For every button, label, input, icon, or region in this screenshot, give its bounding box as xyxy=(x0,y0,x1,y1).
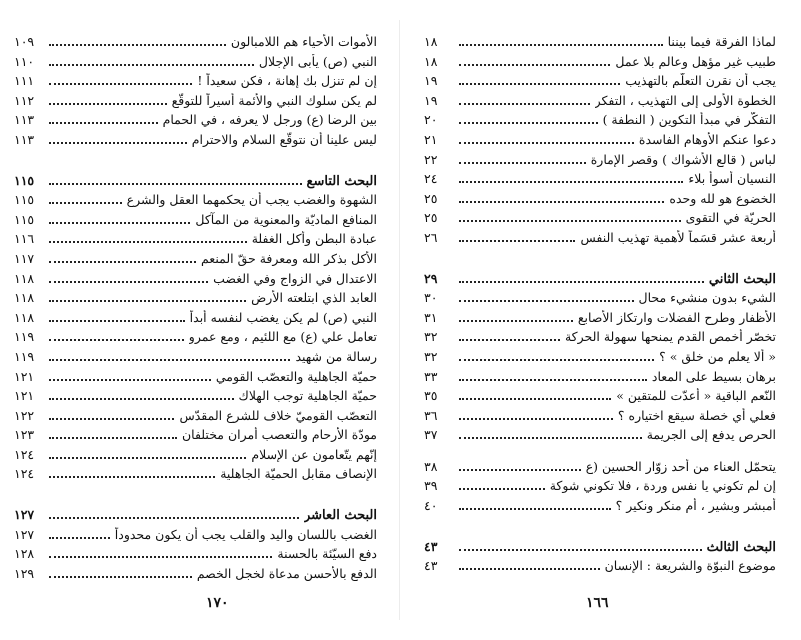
toc-entry-page: ٣٢ xyxy=(424,348,438,364)
dot-leader xyxy=(459,300,634,302)
section-heading xyxy=(14,507,377,527)
toc-entry-title: يجب أن نقرن التعلّم بالتهذيب xyxy=(625,73,776,89)
toc-entry-title: دعوا عنكم الأوهام الفاسدة xyxy=(638,131,776,147)
toc-entry xyxy=(14,447,377,467)
toc-entry-title: إن لم تكوني يا نفس وردة ، فلا تكوني شوكة xyxy=(549,478,776,494)
toc-entry xyxy=(14,192,377,212)
dot-leader xyxy=(459,339,560,341)
dot-leader xyxy=(459,201,664,203)
toc-entry xyxy=(424,329,776,349)
section-heading xyxy=(424,271,776,291)
toc-entry-title: الأموات الأحياء هم اللامبالون xyxy=(230,34,377,49)
toc-entry-title: الحرص يدفع إلى الجريمة xyxy=(646,427,776,443)
toc-entry-page: ٢٤ xyxy=(424,171,438,187)
toc-entry-title: حميّة الجاهلية توجب الهلاك xyxy=(238,388,377,404)
toc-entry-page: ١١٩ xyxy=(14,329,35,345)
dot-leader xyxy=(459,437,642,439)
toc-entry xyxy=(14,466,377,486)
toc-entry-page: ٣٩ xyxy=(424,478,438,494)
toc-entry-page: ١٢٩ xyxy=(14,565,35,581)
toc-entry xyxy=(424,290,776,310)
toc-entry-title: بين الرضا (ع) ورجل لا يعرفه ، في الحمام xyxy=(162,112,377,128)
section-heading xyxy=(424,539,776,559)
toc-entry-title: التفكّر في مبدأ التكوين ( النطفة ) xyxy=(602,112,776,128)
dot-leader xyxy=(459,240,575,242)
dot-leader xyxy=(459,281,704,283)
dot-leader xyxy=(49,320,185,322)
toc-entry-page: ٣٦ xyxy=(424,407,438,423)
toc-entry xyxy=(14,132,377,152)
dot-leader xyxy=(459,44,663,46)
section-gap xyxy=(14,152,377,173)
dot-leader xyxy=(459,103,590,105)
toc-entry xyxy=(424,369,776,389)
toc-entry-title: النسيان أسوأ بلاء xyxy=(688,171,776,187)
toc-entry-page: ١١٥ xyxy=(14,211,35,227)
dot-leader xyxy=(459,469,581,471)
page-number-right: ١٦٦ xyxy=(586,595,609,611)
toc-entry xyxy=(14,408,377,428)
dot-leader xyxy=(49,576,192,578)
dot-leader xyxy=(49,437,177,439)
dot-leader xyxy=(49,457,246,459)
dot-leader xyxy=(459,181,683,183)
toc-entry-title: موضوع النبوّة والشريعة : الإنسان xyxy=(604,558,776,574)
section-heading-title: البحث العاشر xyxy=(303,508,377,524)
toc-entry xyxy=(424,73,776,93)
toc-entry xyxy=(14,251,377,271)
dot-leader xyxy=(459,508,611,510)
toc-entry xyxy=(424,427,776,447)
toc-entry-title: الدفع بالأحسن مدعاة لخجل الخصم xyxy=(196,565,377,581)
dot-leader xyxy=(49,222,190,224)
right-page xyxy=(400,0,801,640)
toc-entry-title: إنّهم يتّعامون عن الإسلام xyxy=(251,446,377,462)
toc-entry-page: ١١١ xyxy=(14,73,35,89)
toc-entry-title: الأظفار وطرح الفضلات وارتكاز الأصابع xyxy=(577,309,776,325)
toc-entry-title: لماذا الفرقة فيما بيننا xyxy=(667,34,776,49)
toc-entry-title: الحريّة في التقوى xyxy=(685,210,776,226)
dot-leader xyxy=(459,379,647,381)
toc-entry-page: ١٨ xyxy=(424,53,438,69)
toc-entry-page: ١٩ xyxy=(424,73,438,89)
toc-entry-title: إن لم تنزل بك إهانة ، فكن سعيداً ! xyxy=(197,73,377,89)
dot-leader xyxy=(49,44,226,46)
toc-entry-title: لباس ( قالع الأشواك ) وقصر الإمارة xyxy=(590,151,776,167)
toc-entry xyxy=(424,408,776,428)
toc-entry-page: ١٢١ xyxy=(14,388,35,404)
dot-leader xyxy=(49,398,234,400)
toc-entry-page: ١٢٨ xyxy=(14,546,35,562)
left-page xyxy=(0,0,400,640)
toc-entry-page: ١١٢ xyxy=(14,92,35,108)
dot-leader xyxy=(49,103,167,105)
toc-entry xyxy=(14,290,377,310)
toc-entry xyxy=(424,459,776,479)
toc-entry-page: ١١٣ xyxy=(14,131,35,147)
toc-entry xyxy=(424,210,776,230)
toc-entry-page: ٣١ xyxy=(424,309,438,325)
section-gap xyxy=(424,518,776,539)
dot-leader xyxy=(49,339,184,341)
dot-leader xyxy=(459,320,573,322)
dot-leader xyxy=(49,64,254,66)
toc-entry-page: ٣٧ xyxy=(424,427,438,443)
toc-entry-title: تعامل علي (ع) مع اللئيم ، ومع عمرو xyxy=(188,329,377,345)
dot-leader xyxy=(49,122,158,124)
toc-entry xyxy=(14,54,377,74)
toc-entry-title: برهان بسيط على المعاد xyxy=(651,368,776,384)
toc-entry-title: يتحمّل العناء من أحد زوّار الحسين (ع xyxy=(585,458,776,474)
dot-leader xyxy=(49,537,110,539)
toc-entry-page: ١١٨ xyxy=(14,290,35,306)
toc-entry-title: الخطوة الأولى إلى التهذيب ، التفكر xyxy=(594,92,776,108)
toc-entry-page: ٣٥ xyxy=(424,388,438,404)
toc-entry xyxy=(14,388,377,408)
toc-entry-title: مودّة الأرحام والتعصب أمران مختلفان xyxy=(181,427,377,443)
toc-entry xyxy=(424,93,776,113)
dot-leader xyxy=(49,359,290,361)
toc-entry-page: ٢٠ xyxy=(424,112,438,128)
toc-entry xyxy=(424,349,776,369)
toc-entry xyxy=(14,73,377,93)
toc-entry-page: ٢٩ xyxy=(424,270,438,286)
toc-entry-page: ٢٢ xyxy=(424,151,438,167)
toc-entry xyxy=(424,112,776,132)
toc-entry-title: دفع السيّئة بالحسنة xyxy=(277,546,377,562)
toc-entry xyxy=(424,558,776,578)
toc-entry-page: ٢٥ xyxy=(424,190,438,206)
toc-entry xyxy=(424,498,776,518)
toc-entry-page: ٤٣ xyxy=(424,558,438,574)
dot-leader xyxy=(49,202,122,204)
toc-entry-page: ٢٥ xyxy=(424,210,438,226)
toc-entry-title: ليس علينا أن نتوقّع السلام والاحترام xyxy=(191,131,377,147)
toc-entry-page: ٢١ xyxy=(424,131,438,147)
dot-leader xyxy=(459,122,598,124)
toc-entry-page: ٢٦ xyxy=(424,229,438,245)
toc-entry-page: ١٢٤ xyxy=(14,466,35,482)
toc-entry xyxy=(14,546,377,566)
toc-entry-page: ١٢٣ xyxy=(14,427,35,443)
toc-entry xyxy=(14,527,377,547)
toc-entry-page: ١٨ xyxy=(424,34,438,49)
toc-entry xyxy=(14,212,377,232)
toc-entry-page: ١٩ xyxy=(424,92,438,108)
toc-entry-page: ١١٣ xyxy=(14,112,35,128)
toc-entry xyxy=(14,34,377,54)
toc-entry-page: ١٢٤ xyxy=(14,446,35,462)
dot-leader xyxy=(459,568,600,570)
toc-entry xyxy=(14,349,377,369)
toc-entry-title: الغضب باللسان واليد والقلب يجب أن يكون محدوداً xyxy=(114,526,377,542)
toc-entry-page: ١١٠ xyxy=(14,53,35,69)
section-heading-title: البحث الثالث xyxy=(706,539,776,555)
toc-entry-page: ٣٢ xyxy=(424,329,438,345)
dot-leader xyxy=(49,241,247,243)
toc-entry-page: ١١٨ xyxy=(14,309,35,325)
toc-entry-title: النّعم الباقية « أعدّت للمتقين » xyxy=(616,388,776,404)
toc-entry-page: ٤٣ xyxy=(424,538,438,554)
toc-entry xyxy=(424,230,776,250)
section-heading-title: البحث التاسع xyxy=(306,173,377,189)
toc-entry-page: ١١٥ xyxy=(14,192,35,208)
toc-entry xyxy=(424,54,776,74)
toc-entry-title: الإنصاف مقابل الحميّة الجاهلية xyxy=(220,466,377,482)
toc-entry xyxy=(14,271,377,291)
dot-leader xyxy=(459,359,654,361)
toc-entry-page: ١٢٧ xyxy=(14,507,35,523)
dot-leader xyxy=(459,549,702,551)
toc-entry-page: ١١٥ xyxy=(14,172,35,188)
toc-entry xyxy=(14,93,377,113)
dot-leader xyxy=(49,300,246,302)
toc-entry-page: ١١٦ xyxy=(14,231,35,247)
dot-leader xyxy=(49,142,187,144)
toc-entry-page: ٣٣ xyxy=(424,368,438,384)
dot-leader xyxy=(459,418,613,420)
toc-entry-title: النبي (ص) لم يكن يغضب لنفسه أبداً xyxy=(189,309,377,325)
dot-leader xyxy=(49,476,215,478)
section-heading-title: البحث الثاني xyxy=(708,271,776,287)
toc-entry xyxy=(14,310,377,330)
toc-entry-title: الخضوع هو لله وحده xyxy=(669,190,776,206)
toc-entry-page: ٣٠ xyxy=(424,290,438,306)
toc-entry xyxy=(424,132,776,152)
toc-entry-page: ١٢٧ xyxy=(14,526,35,542)
toc-entry xyxy=(14,566,377,586)
toc-entry-title: أربعة عشر قسَماً لأهمية تهذيب النفس xyxy=(580,229,776,245)
section-heading xyxy=(14,173,377,193)
dot-leader xyxy=(459,162,586,164)
page-number-left: ١٧٠ xyxy=(206,595,229,611)
toc-entry-title: حميّة الجاهلية والتعصّب القومي xyxy=(215,368,377,384)
toc-entry-page: ٤٠ xyxy=(424,498,438,514)
toc-entry xyxy=(424,34,776,54)
toc-entry xyxy=(424,388,776,408)
toc-entry-page: ١٠٩ xyxy=(14,34,35,49)
dot-leader xyxy=(459,142,634,144)
dot-leader xyxy=(459,220,681,222)
toc-entry-title: الأكل بذكر الله ومعرفة حقّ المنعم xyxy=(200,250,377,266)
toc-entry-title: طبيب غير مؤهل وعالم بلا عمل xyxy=(615,53,776,69)
toc-entry-title: التعصّب القوميّ خلاف للشرع المقدّس xyxy=(179,407,377,423)
toc-entry-title: « ألا يعلم من خلق » ؟ xyxy=(659,348,776,364)
dot-leader xyxy=(49,83,192,85)
toc-entry-title: النبي (ص) يأبى الإجلال xyxy=(258,53,377,69)
toc-entry-page: ١٢١ xyxy=(14,368,35,384)
dot-leader xyxy=(49,261,196,263)
toc-entry xyxy=(424,191,776,211)
dot-leader xyxy=(49,556,272,558)
toc-entry-title: تخصّر أخمص القدم يمنحها سهولة الحركة xyxy=(564,329,776,345)
toc-entry-title: المنافع الماديّة والمعنوية من المآكل xyxy=(195,211,377,227)
toc-entry xyxy=(14,427,377,447)
dot-leader xyxy=(49,183,302,185)
toc-entry-title: الاعتدال في الزواج وفي الغضب xyxy=(213,270,377,286)
toc-list-right xyxy=(424,34,776,578)
toc-list-left xyxy=(14,34,377,585)
toc-entry-title: الشهوة والغضب يجب أن يحكمهما العقل والشرع xyxy=(126,192,377,208)
dot-leader xyxy=(459,64,610,66)
toc-entry xyxy=(14,112,377,132)
toc-entry xyxy=(424,310,776,330)
dot-leader xyxy=(49,281,208,283)
toc-entry xyxy=(14,231,377,251)
toc-entry xyxy=(14,369,377,389)
toc-entry-page: ١١٨ xyxy=(14,270,35,286)
toc-entry-title: أمبشر وبشير ، أم منكر ونكير ؟ xyxy=(615,498,776,514)
section-gap xyxy=(14,486,377,507)
section-gap xyxy=(424,250,776,271)
dot-leader xyxy=(459,398,611,400)
toc-entry-page: ١٢٢ xyxy=(14,407,35,423)
toc-entry-page: ٣٨ xyxy=(424,458,438,474)
toc-entry-page: ١١٩ xyxy=(14,348,35,364)
toc-entry-title: فعلي أي خصلة سيقع اختياره ؟ xyxy=(617,407,776,423)
toc-entry-title: عبادة البطن وأكل الغفلة xyxy=(251,231,377,247)
toc-entry xyxy=(14,329,377,349)
dot-leader xyxy=(459,83,620,85)
toc-entry xyxy=(424,478,776,498)
toc-entry-title: الشيء بدون منشيء محال xyxy=(638,290,776,306)
toc-entry-title: العابد الذي ابتلعته الأرض xyxy=(251,290,377,306)
dot-leader xyxy=(459,488,545,490)
toc-entry-title: رسالة من شهيد xyxy=(295,348,377,364)
section-gap xyxy=(424,447,776,459)
toc-entry-title: لم يكن سلوك النبي والأئمة أسيراً للتوقّع xyxy=(171,92,377,108)
dot-leader xyxy=(49,379,211,381)
dot-leader xyxy=(49,418,174,420)
toc-entry xyxy=(424,171,776,191)
toc-entry xyxy=(424,152,776,172)
dot-leader xyxy=(49,517,299,519)
toc-entry-page: ١١٧ xyxy=(14,250,35,266)
